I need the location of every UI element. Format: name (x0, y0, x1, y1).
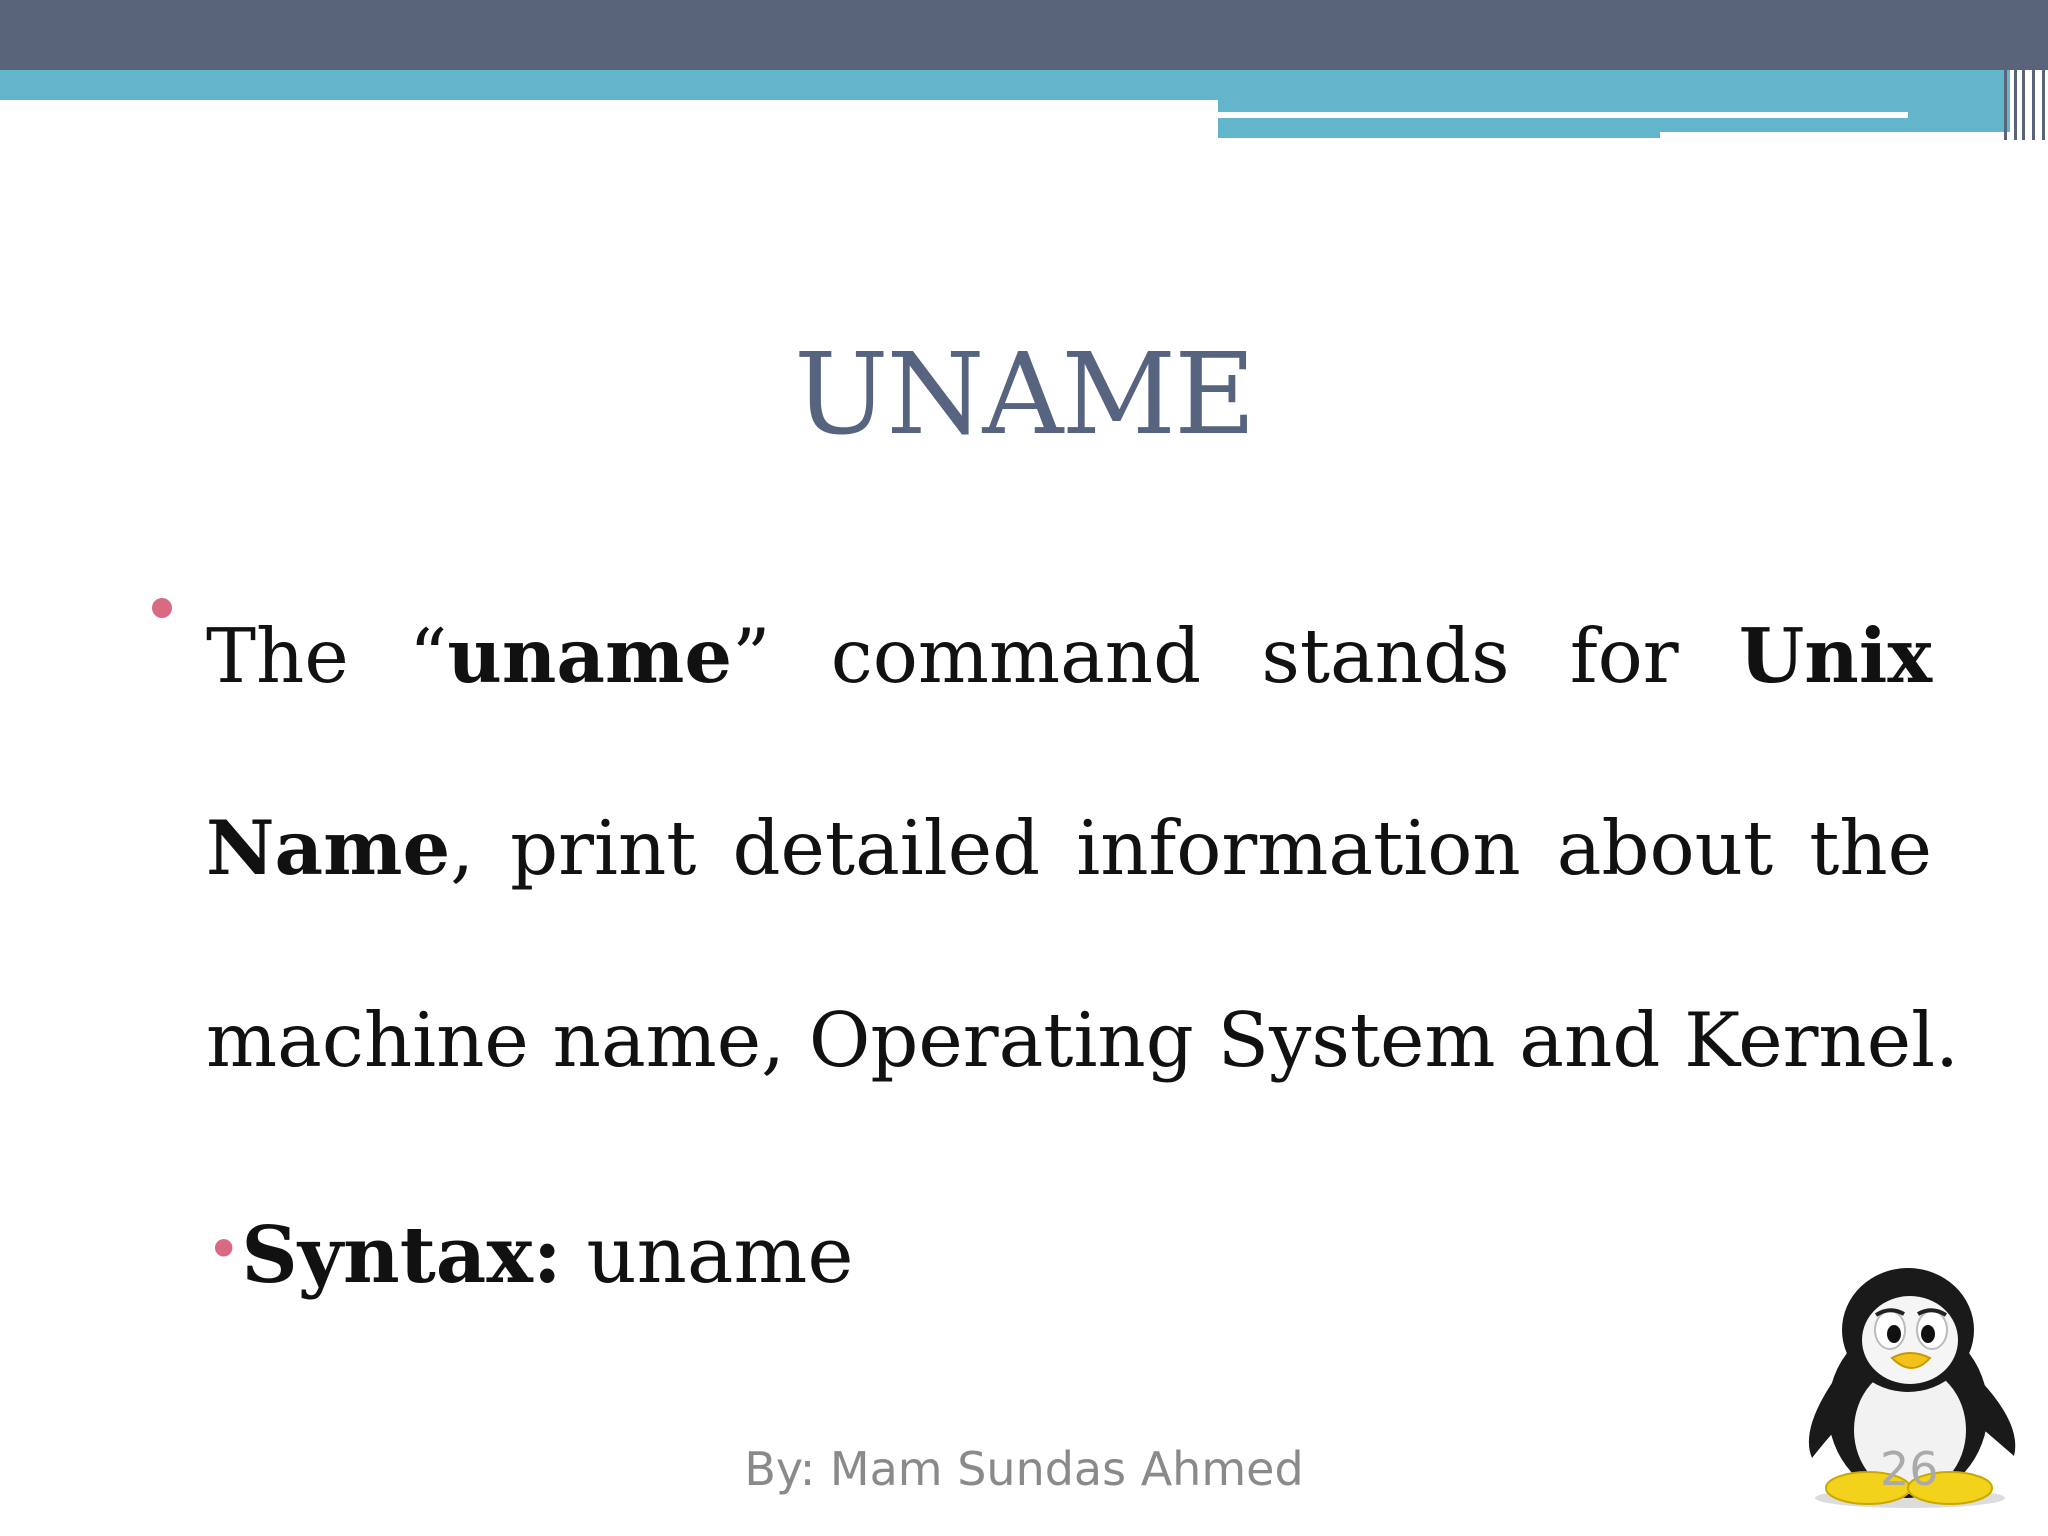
syntax-bullet: • (206, 1215, 242, 1285)
word: information (1076, 804, 1521, 892)
word-bold: Name (206, 804, 451, 892)
word: stands (1261, 612, 1510, 700)
header-bar-dark (0, 0, 2048, 70)
bullet-text (206, 560, 1959, 1090)
bullet-marker (152, 598, 172, 618)
slide-title: UNAME (794, 330, 1254, 460)
comma: , (450, 804, 475, 892)
word: about (1556, 804, 1774, 892)
syntax-line (206, 1210, 854, 1301)
word: for (1569, 612, 1679, 700)
bullet-line-1 (206, 560, 1932, 752)
name-word (206, 804, 474, 892)
header-stripes (2002, 0, 2048, 140)
bullet-line-2 (206, 752, 1932, 944)
bullet-line-3: machine name, Operating System and Kernel. (206, 996, 1959, 1084)
close-quote: ” (732, 612, 771, 700)
word: print (510, 804, 697, 892)
word: the (1809, 804, 1933, 892)
quoted-command (409, 612, 770, 700)
word: The (206, 612, 349, 700)
syntax-label: Syntax: (241, 1210, 562, 1301)
page-number: 26 (1880, 1442, 1939, 1496)
word-bold: Unix (1738, 612, 1933, 700)
footer-author: By: Mam Sundas Ahmed (744, 1442, 1304, 1496)
header-line (1218, 112, 1908, 118)
command-name: uname (447, 612, 733, 700)
syntax-value: uname (561, 1211, 854, 1301)
header-line-lower (1660, 132, 2010, 140)
word: command (830, 612, 1202, 700)
header-bar-teal (0, 70, 2010, 100)
word: detailed (732, 804, 1041, 892)
open-quote: “ (409, 612, 448, 700)
